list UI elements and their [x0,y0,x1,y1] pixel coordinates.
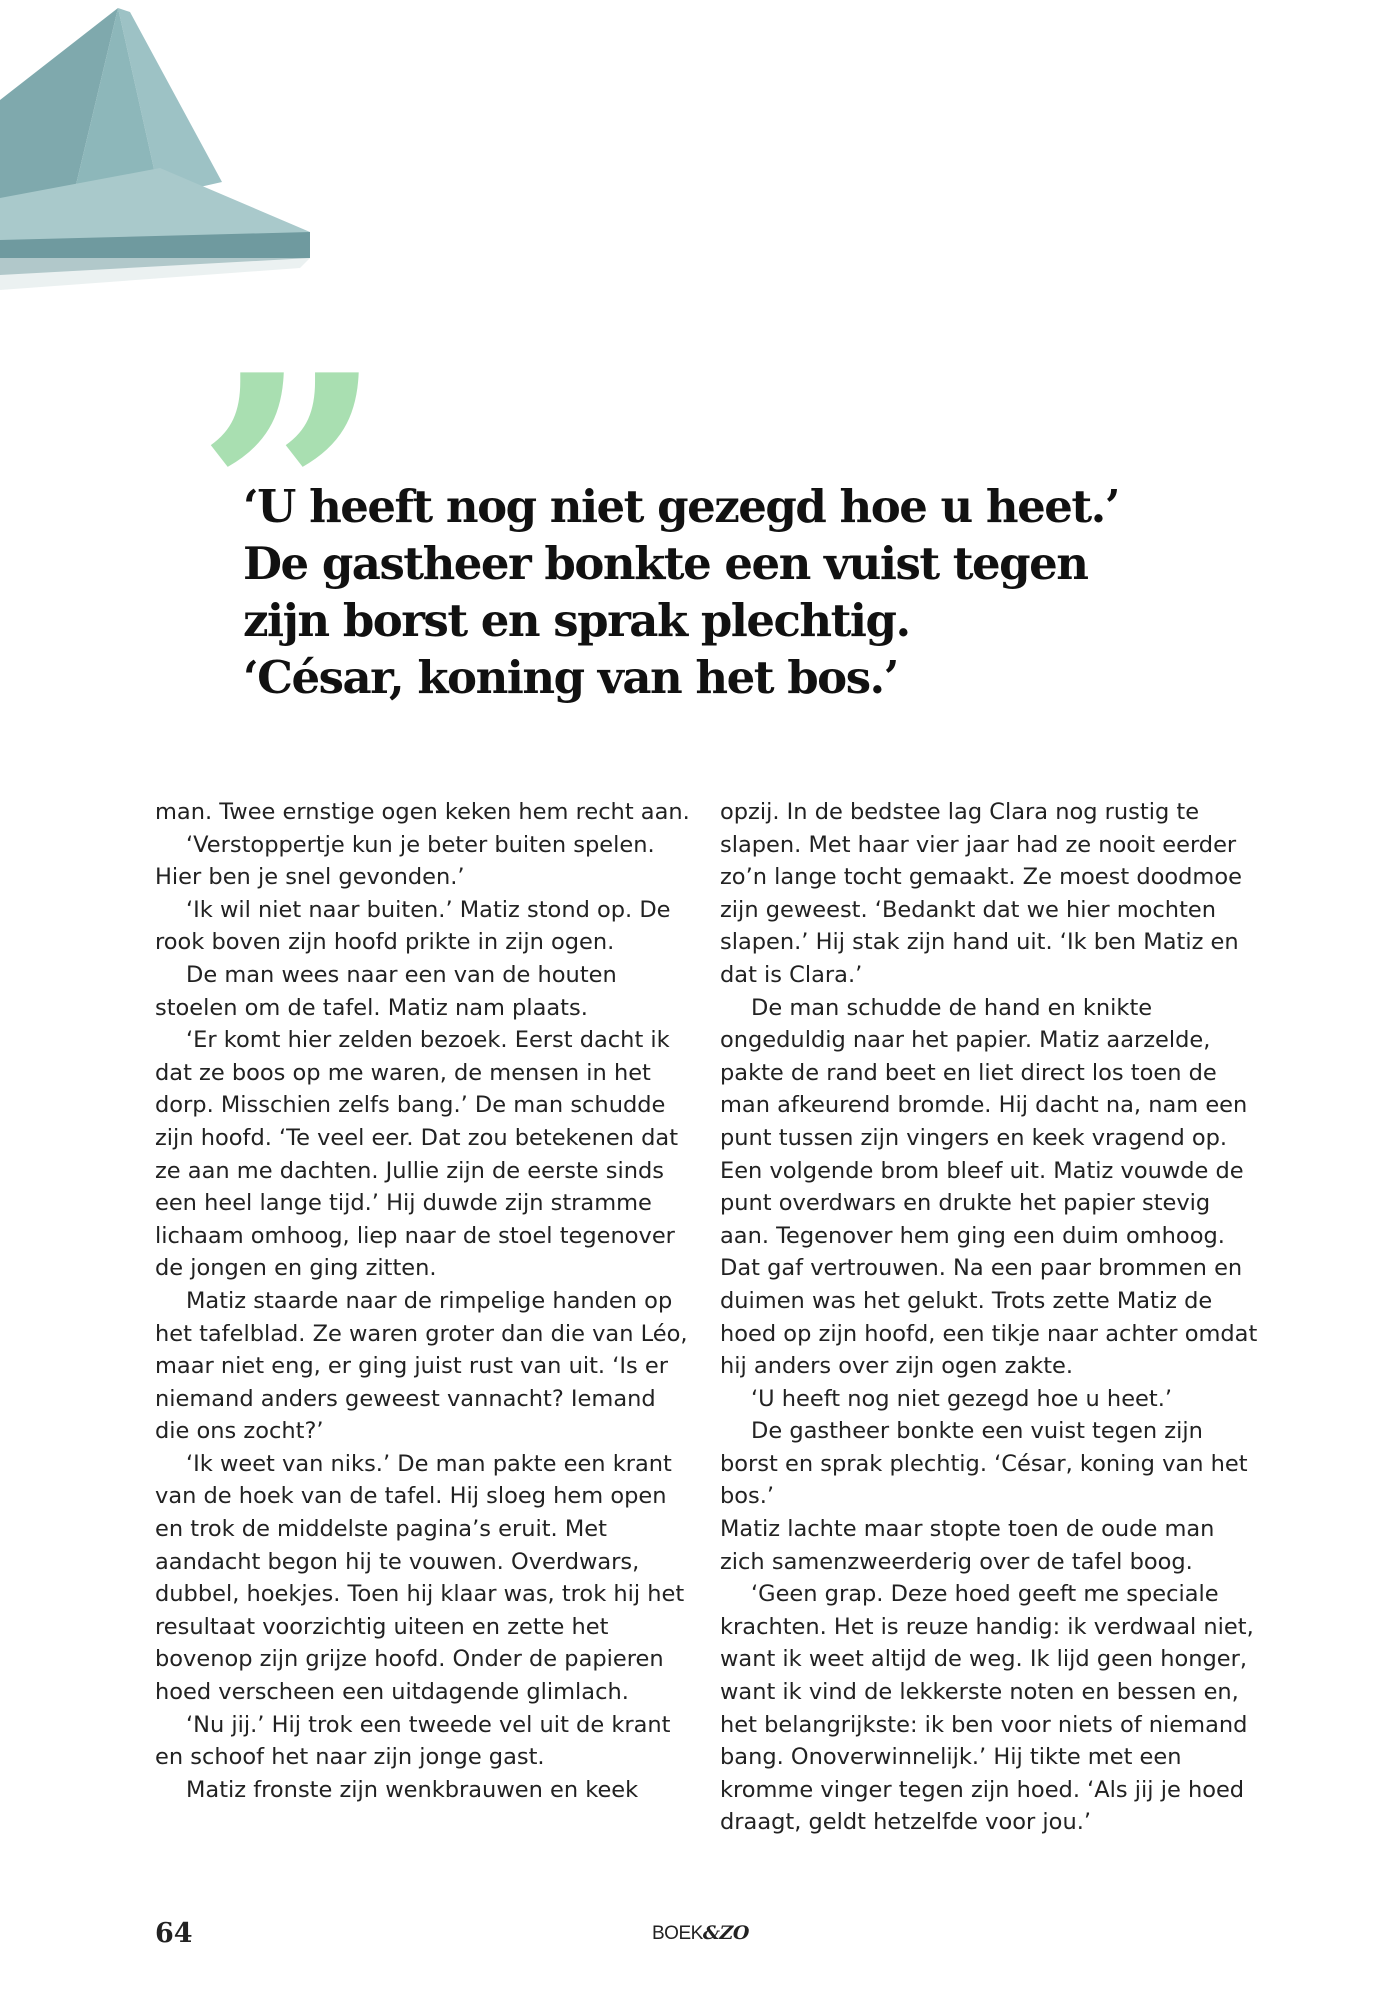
paragraph: ‘Ik weet van niks.’ De man pakte een krant van de hoek van de tafel. Hij sloeg hem open en trok de middelste pagina’s eruit. Met aandacht begon hij te vouwen. Overdwars, dubbel, hoekjes. Toen hij klaar was, trok hij het resultaat voorzichtig uiteen en zette het bovenop zijn grijze hoofd. Onder de papieren hoed verscheen een uitdagende glimlach. [155,1450,685,1706]
pull-quote-line: ‘César, koning van het bos.’ [243,651,898,704]
paragraph: ‘Verstoppertje kun je beter buiten spelen. Hier ben je snel gevonden.’ [155,831,655,891]
pull-quote-line: zijn borst en sprak plechtig. [243,594,910,647]
quote-mark: ” [195,303,349,691]
logo-text-accent: &ZO [702,1922,749,1944]
paragraph: ‘Er komt hier zelden bezoek. Eerst dacht ik dat ze boos op me waren, de mensen in het dorp. Misschien zelfs bang.’ De man schudde zijn hoofd. ‘Te veel eer. Dat zou betekenen dat ze aan me dachten. Jullie zijn de eerste sinds een heel lange tijd.’ Hij duwde zijn stramme lichaam omhoog, liep naar de stoel tegenover de jongen en ging zitten. [155,1027,679,1282]
body-column-right [720,796,1260,1839]
paper-hat-illustration [0,0,330,300]
paragraph: De man wees naar een van de houten stoelen om de tafel. Matiz nam plaats. [155,961,617,1021]
pull-quote-line: ‘U heeft nog niet gezegd hoe u heet.’ [243,480,1120,533]
paragraph: ‘Geen grap. Deze hoed geeft me speciale krachten. Het is reuze handig: ik verdwaal niet, want ik weet altijd de weg. Ik lijd geen honger, want ik vind de lekkerste noten en bessen en, het belangrijkste: ik ben voor niets of niemand bang. Onoverwinnelijk.’ Hij tikte met een kromme vinger tegen zijn hoed. ‘Als jij je hoed draagt, geldt hetzelfde voor jou.’ [720,1581,1254,1836]
paragraph: Matiz lachte maar stopte toen de oude man zich samenzweerderig over de tafel boog. [720,1516,1215,1575]
paragraph: opzij. In de bedstee lag Clara nog rustig te slapen. Met haar vier jaar had ze nooit eerder zo’n lange tocht gemaakt. Ze moest doodmoe zijn geweest. ‘Bedankt dat we hier mochten slapen.’ Hij stak zijn hand uit. ‘Ik ben Matiz en dat is Clara.’ [720,799,1242,988]
body-column-left [155,796,695,1806]
pull-quote [243,478,1243,706]
pull-quote-line: De gastheer bonkte een vuist tegen [243,537,1088,590]
paragraph: De gastheer bonkte een vuist tegen zijn borst en sprak plechtig. ‘César, koning van het bos.’ [720,1418,1248,1510]
page-number: 64 [155,1918,193,1949]
paragraph: man. Twee ernstige ogen keken hem recht aan. [155,799,690,825]
logo-text: BOEK [652,1923,703,1944]
paragraph: Matiz staarde naar de rimpelige handen op het tafelblad. Ze waren groter dan die van Léo, maar niet eng, er ging juist rust van uit. ‘Is er niemand anders geweest vannacht? Iemand die ons zocht?’ [155,1287,688,1445]
paragraph: De man schudde de hand en knikte ongeduldig naar het papier. Matiz aarzelde, pakte de rand beet en liet direct los toen de man afkeurend bromde. Hij dacht na, nam een punt tussen zijn vingers en keek vragend op. Een volgende brom bleef uit. Matiz vouwde de punt overdwars en drukte het papier stevig aan. Tegenover hem ging een duim omhoog. Dat gaf vertrouwen. Na een paar brommen en duimen was het gelukt. Trots zette Matiz de hoed op zijn hoofd, een tikje naar achter omdat hij anders over zijn ogen zakte. [720,994,1258,1380]
paragraph: ‘Ik wil niet naar buiten.’ Matiz stond op. De rook boven zijn hoofd prikte in zijn ogen. [155,896,671,956]
paragraph: Matiz fronste zijn wenkbrauwen en keek [186,1776,639,1803]
paragraph: ‘Nu jij.’ Hij trok een tweede vel uit de krant en schoof het naar zijn jonge gast. [155,1711,671,1771]
magazine-logo [652,1922,749,1945]
paragraph: ‘U heeft nog niet gezegd hoe u heet.’ [751,1385,1173,1412]
